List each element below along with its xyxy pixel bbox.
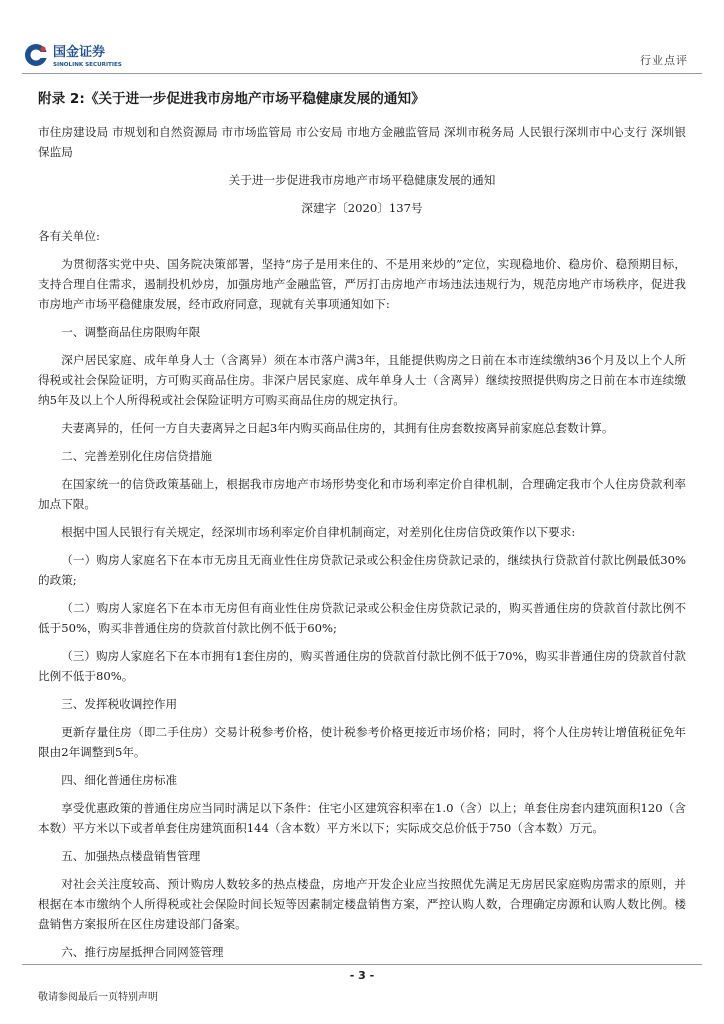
salutation: 各有关单位:: [38, 229, 100, 243]
report-type-label: 行业点评: [640, 54, 688, 67]
sinolink-logo: [22, 40, 172, 70]
list-item: （二）购房人家庭名下在本市无房但有商业性住房贷款记录或公积金住房贷款记录的，购买普通住房的贷款首付款比例不低于50%，购买非普通住房的贷款首付款比例不低于60%;: [38, 601, 686, 635]
body-paragraph: 深户居民家庭、成年单身人士（含离异）须在本市落户满3年，且能提供购房之日前在本市连续缴纳36个月及以上个人所得税或社会保险证明，方可购买商品住房。非深户居民家庭、成年单身人士（含离异）继续按照提供购房之日前在本市连续缴纳5年及以上个人所得税或社会保险证明方可购买商品住房的规定执行。: [38, 353, 686, 407]
annex-title: 附录 2:《关于进一步促进我市房地产市场平稳健康发展的通知》: [38, 91, 425, 107]
disclaimer-note: 敬请参阅最后一页特别声明: [38, 992, 158, 1003]
section-heading-4: 四、细化普通住房标准: [61, 773, 178, 787]
body-paragraph: 更新存量住房（即二手住房）交易计税参考价格，使计税参考价格更接近市场价格；同时，将个人住房转让增值税征免年限由2年调整到5年。: [38, 725, 686, 759]
svg-text:国金证券: 国金证券: [53, 45, 106, 60]
section-heading-1: 一、调整商品住房限购年限: [61, 325, 201, 339]
list-item: （三）购房人家庭名下在本市拥有1套住房的，购买普通住房的贷款首付款比例不低于70%，购买非普通住房的贷款首付款比例不低于80%。: [38, 649, 686, 683]
page-number: - 3 -: [349, 969, 375, 982]
document-number: 深建字〔2020〕137号: [301, 201, 423, 215]
section-heading-2: 二、完善差别化住房信贷措施: [61, 449, 212, 463]
list-item: （一）购房人家庭名下在本市无房且无商业性住房贷款记录或公积金住房贷款记录的，继续执行贷款首付款比例最低30%的政策;: [38, 553, 686, 587]
body-paragraph: 在国家统一的信贷政策基础上，根据我市房地产市场形势变化和市场利率定价自律机制，合理确定我市个人住房贷款利率加点下限。: [38, 477, 686, 511]
issuing-departments: 市住房建设局 市规划和自然资源局 市市场监管局 市公安局 市地方金融监管局 深圳市税务局 人民银行深圳市中心支行 深圳银保监局: [38, 125, 686, 159]
header-divider: [22, 73, 702, 74]
page-header: [0, 0, 724, 76]
body-paragraph: 享受优惠政策的普通住房应当同时满足以下条件：住宅小区建筑容积率在1.0（含）以上；单套住房套内建筑面积120（含本数）平方米以下或者单套住房建筑面积144（含本数）平方米以下；实际成交总价低于750（含本数）万元。: [38, 801, 686, 835]
section-heading-3: 三、发挥税收调控作用: [61, 697, 178, 711]
body-paragraph: 对社会关注度较高、预计购房人数较多的热点楼盘，房地产开发企业应当按照优先满足无房居民家庭购房需求的原则，并根据在本市缴纳个人所得税或社会保险时间长短等因素制定楼盘销售方案，严控认购人数，合理确定房源和认购人数比例。楼盘销售方案报所在区住房建设部门备案。: [38, 877, 686, 931]
body-paragraph: 夫妻离异的，任何一方自夫妻离异之日起3年内购买商品住房的，其拥有住房套数按离异前家庭总套数计算。: [61, 421, 614, 435]
section-heading-6: 六、推行房屋抵押合同网签管理: [61, 945, 224, 959]
footer-divider: [22, 964, 702, 965]
intro-paragraph: 为贯彻落实党中央、国务院决策部署，坚持“房子是用来住的、不是用来炒的”定位，实现稳地价、稳房价、稳预期目标，支持合理自住需求，遏制投机炒房，加强房地产金融监管，严厉打击房地产市场违法违规行为，规范房地产市场秩序，促进我市房地产市场平稳健康发展，经市政府同意，现就有关事项通知如下:: [38, 257, 686, 311]
notice-title: 关于进一步促进我市房地产市场平稳健康发展的通知: [228, 173, 496, 187]
body-paragraph: 根据中国人民银行有关规定，经深圳市场利率定价自律机制商定，对差别化住房信贷政策作以下要求:: [61, 525, 576, 539]
document-body: [38, 88, 686, 970]
section-heading-5: 五、加强热点楼盘销售管理: [61, 849, 201, 863]
svg-text:SINOLINK SECURITIES: SINOLINK SECURITIES: [53, 62, 122, 68]
